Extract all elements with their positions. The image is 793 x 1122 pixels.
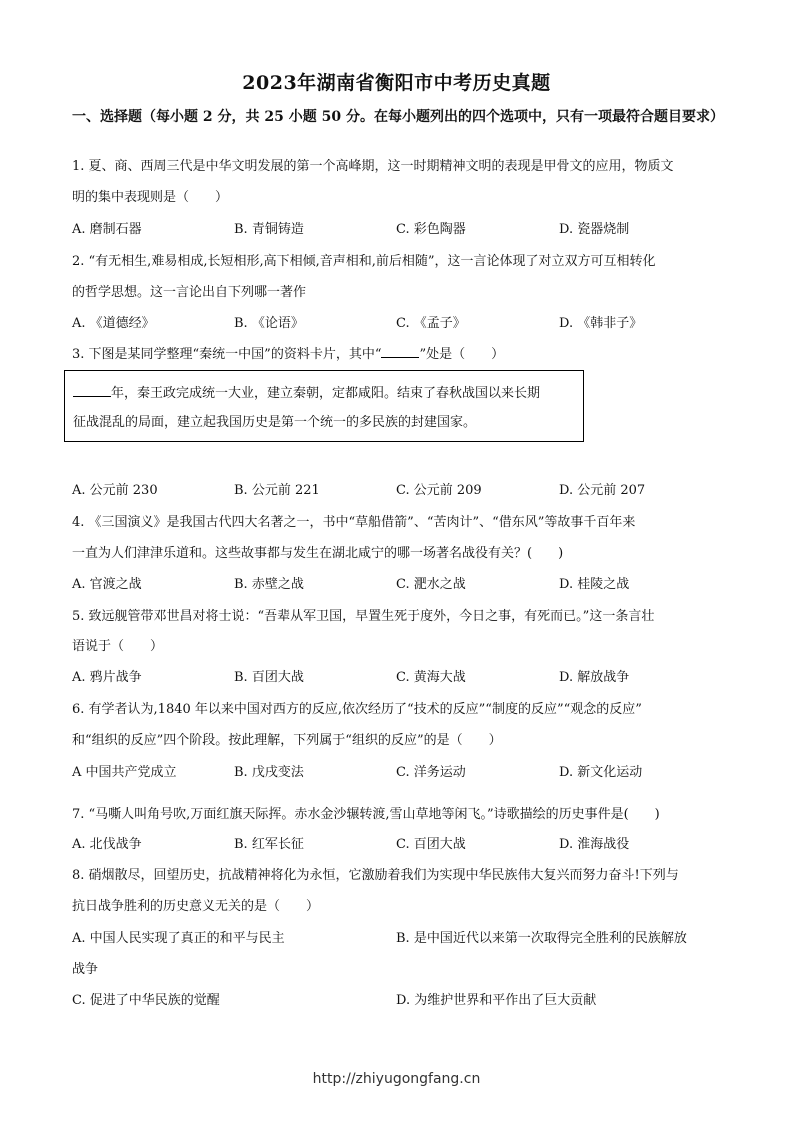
q2-option-b: B. 《论语》 <box>234 316 304 331</box>
q7-option-a: A. 北伐战争 <box>72 837 142 852</box>
q7-stem: 7. “马嘶人叫角号吹,万面红旗天际挥。赤水金沙辗转渡,雪山草地等闲飞。”诗歌描绘的历史事件是( ) <box>72 807 660 822</box>
q8-stem-line2: 抗日战争胜利的历史意义无关的是（ ） <box>72 899 320 914</box>
q3-stem-part1: 3. 下图是某同学整理“秦统一中国”的资料卡片，其中“ <box>72 347 382 362</box>
q7-option-d: D. 淮海战役 <box>559 837 630 852</box>
q3-option-c: C. 公元前 209 <box>396 483 482 498</box>
q6-stem-line2: 和“组织的反应”四个阶段。按此理解，下列属于“组织的反应”的是（ ） <box>72 733 502 748</box>
q7-option-c: C. 百团大战 <box>396 837 466 852</box>
q3-option-a: A. 公元前 230 <box>72 483 158 498</box>
q3-info-card <box>64 370 584 442</box>
q2-option-d: D. 《韩非子》 <box>559 316 643 331</box>
q5-option-c: C. 黄海大战 <box>396 670 466 685</box>
q8-option-b: B. 是中国近代以来第一次取得完全胜利的民族解放 <box>396 931 687 946</box>
footer-url: http://zhiyugongfang.cn <box>312 1071 481 1087</box>
card-line2: 征战混乱的局面，建立起我国历史是第一个统一的多民族的封建国家。 <box>73 415 477 430</box>
q1-option-b: B. 青铜铸造 <box>234 222 304 237</box>
q5-option-a: A. 鸦片战争 <box>72 670 142 685</box>
q8-option-b-continued: 战争 <box>72 962 99 977</box>
q8-option-d: D. 为维护世界和平作出了巨大贡献 <box>396 993 597 1008</box>
q5-option-b: B. 百团大战 <box>234 670 304 685</box>
q6-option-a: A 中国共产党成立 <box>72 765 177 780</box>
q2-option-a: A. 《道德经》 <box>72 316 155 331</box>
q4-stem-line2: 一直为人们津津乐道和。这些故事都与发生在湖北咸宁的哪一场著名战役有关？( ) <box>72 546 564 561</box>
q2-stem-line2: 的哲学思想。这一言论出自下列哪一著作 <box>72 285 307 300</box>
q3-stem <box>72 345 504 364</box>
q3-blank <box>381 345 419 358</box>
q6-option-b: B. 戊戌变法 <box>234 765 304 780</box>
card-line1 <box>73 384 540 403</box>
q6-stem-line1: 6. 有学者认为,1840 年以来中国对西方的反应,依次经历了“技术的反应”“制度的反应”“观念的反应” <box>72 702 642 717</box>
q1-stem-line2: 明的集中表现则是（ ） <box>72 190 229 205</box>
q4-option-a: A. 官渡之战 <box>72 577 142 592</box>
q1-option-c: C. 彩色陶器 <box>396 222 466 237</box>
q2-option-c: C. 《孟子》 <box>396 316 466 331</box>
q3-stem-part2: ”处是（ ） <box>419 347 505 362</box>
card-blank <box>73 384 111 397</box>
q5-stem-line2: 语说于（ ） <box>72 639 164 654</box>
section-heading: 一、选择题（每小题 2 分，共 25 小题 50 分。在每小题列出的四个选项中，只有一项最符合题目要求） <box>72 109 724 125</box>
q6-option-c: C. 洋务运动 <box>396 765 466 780</box>
q8-stem-line1: 8. 硝烟散尽，回望历史，抗战精神将化为永恒，它激励着我们为实现中华民族伟大复兴而努力奋斗!下列与 <box>72 868 679 883</box>
q4-option-b: B. 赤壁之战 <box>234 577 304 592</box>
q4-stem-line1: 4. 《三国演义》是我国古代四大名著之一，书中“草船借箭”、“苦肉计”、“借东风”等故事千百年来 <box>72 515 636 530</box>
q3-option-d: D. 公元前 207 <box>559 483 646 498</box>
q4-option-d: D. 桂陵之战 <box>559 577 630 592</box>
q7-option-b: B. 红军长征 <box>234 837 304 852</box>
q3-option-b: B. 公元前 221 <box>234 483 320 498</box>
q1-option-d: D. 瓷器烧制 <box>559 222 630 237</box>
q1-stem-line1: 1. 夏、商、西周三代是中华文明发展的第一个高峰期，这一时期精神文明的表现是甲骨文的应用，物质文 <box>72 159 674 174</box>
q8-option-a: A. 中国人民实现了真正的和平与民主 <box>72 931 285 946</box>
q8-option-c: C. 促进了中华民族的觉醒 <box>72 993 220 1008</box>
q6-option-d: D. 新文化运动 <box>559 765 643 780</box>
q2-stem-line1: 2. “有无相生,难易相成,长短相形,高下相倾,音声相和,前后相随”，这一言论体现了对立双方可互相转化 <box>72 254 656 269</box>
page-title: 2023年湖南省衡阳市中考历史真题 <box>242 72 551 94</box>
q5-stem-line1: 5. 致远舰管带邓世昌对将士说：“吾辈从军卫国，早置生死于度外，今日之事，有死而已。”这一条言壮 <box>72 609 655 624</box>
q1-option-a: A. 磨制石器 <box>72 222 142 237</box>
q4-option-c: C. 淝水之战 <box>396 577 466 592</box>
q5-option-d: D. 解放战争 <box>559 670 630 685</box>
card-line1-text: 年，秦王政完成统一大业，建立秦朝，定都咸阳。结束了春秋战国以来长期 <box>111 386 541 401</box>
